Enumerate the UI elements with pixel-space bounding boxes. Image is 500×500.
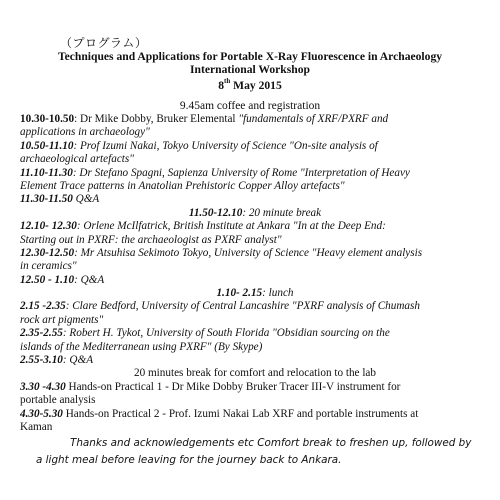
schedule-item [20,408,490,421]
session-time: 12.10- 12.30 [20,220,77,233]
session-time: 12.50 - 1.10 [20,273,75,286]
session-speaker: : Dr Mike Dobby, Bruker Elemental [74,113,239,125]
session-time: 1.10- 2.15 [216,287,263,300]
session-speaker: : Dr Stefano Spagni, Sapienza University of Rome "Interpretation of Heavy [72,166,410,179]
schedule-continuation: Starting out in PXRF: the archaeologist as PXRF analyst" [20,233,282,246]
session-time: 2.15 -2.35 [20,300,66,313]
schedule-continuation: Kaman [20,420,53,433]
schedule-item [20,327,490,340]
workshop-subtitle: International Workshop [190,63,310,76]
session-time: 12.30-12.50 [20,246,75,259]
schedule-continuation: portable analysis [20,394,96,407]
session-label: : Q&A [62,354,94,367]
schedule-break [20,287,490,300]
session-time: 2.35-2.55 [20,327,63,340]
coffee-registration: 9.45am coffee and registration [179,100,321,112]
schedule-item [20,167,490,180]
workshop-date [0,76,500,92]
session-speaker: : Orlene McIlfatrick, British Institute at Ankara "In at the Deep End: [76,220,386,233]
schedule-item [20,113,490,126]
session-speaker: : Mr Atsuhisa Sekimoto Tokyo, University of Science "Heavy element analysis [74,246,423,259]
schedule-item [20,274,490,287]
session-time: 11.10-11.30 [20,166,73,179]
session-time: 11.50-12.10 [188,206,243,219]
schedule-continuation: applications in archaeology" [20,126,150,139]
session-time: 10.50-11.10 [20,139,74,152]
session-time: 4.30-5.30 [20,407,63,420]
session-label: : lunch [262,287,294,300]
session-title: "fundamentals of XRF/PXRF and [238,113,389,125]
schedule-item [20,354,490,367]
schedule-continuation: islands of the Mediterranean using PXRF" (By Skype) [20,340,263,353]
session-label: : Q&A [74,273,105,286]
schedule-item [20,140,490,153]
schedule-break [20,207,490,220]
session-speaker: : Robert H. Tykot, University of South Florida "Obsidian sourcing on the [62,327,390,340]
schedule-continuation: in ceramics" [20,260,77,273]
workshop-title: Techniques and Applications for Portable X-Ray Fluorescence in Archaeology [57,50,443,63]
session-time: 10.30-10.50 [20,113,75,125]
session-time: 3.30 -4.30 [20,380,66,393]
footer-note: Thanks and acknowledgements etc Comfort break to freshen up, followed by a light meal before leaving for the journey back to Ankara. [36,437,472,466]
schedule-item [20,381,490,394]
program-schedule [20,113,490,434]
session-speaker: : Prof Izumi Nakai, Tokyo University of Science "On-site analysis of [73,139,378,152]
session-time: 2.55-3.10 [20,354,63,367]
session-time: 11.30-11.50 [20,193,73,206]
japanese-program-label: （プログラム） [60,36,148,50]
session-speaker: Hands-on Practical 1 - Dr Mike Dobby Bruker Tracer III-V instrument for [65,380,401,393]
date-month-year: May 2015 [230,78,282,92]
schedule-continuation: Element Trace patterns in Anatolian Prehistoric Copper Alloy artefacts" [20,179,345,192]
session-label: : 20 minute break [242,206,322,219]
session-speaker: : Clare Bedford, University of Central Lancashire "PXRF analysis of Chumash [65,300,420,313]
schedule-break: 20 minutes break for comfort and relocation to the lab [133,367,376,380]
date-suffix: th [224,77,231,85]
date-day: 8 [218,78,225,92]
schedule-item [20,247,490,260]
schedule-continuation: archaeological artefacts" [20,153,134,166]
session-speaker: Hands-on Practical 2 - Prof. Izumi Nakai Lab XRF and portable instruments at [62,407,419,420]
schedule-item [20,220,490,233]
session-label: Q&A [72,193,100,206]
schedule-item [20,193,490,206]
schedule-item [20,300,490,313]
schedule-continuation: rock art pigments" [20,313,104,326]
